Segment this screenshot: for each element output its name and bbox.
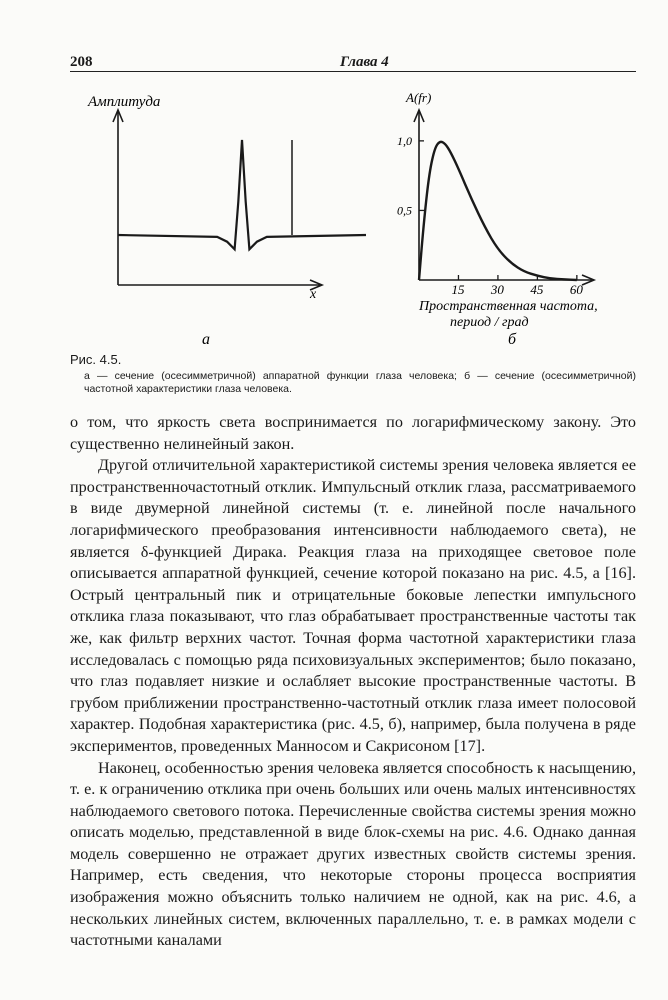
figure-caption-body: а — сечение (осесимметричной) аппаратной функции глаза человека; б — сечение (осесимметричной) частотной характеристики глаза человека. bbox=[84, 370, 636, 395]
panel-b-tag: б bbox=[508, 331, 517, 348]
page-header bbox=[70, 54, 636, 72]
panel-b-ylabel: A(fr) bbox=[406, 90, 432, 105]
panel-a-tag: а bbox=[202, 331, 210, 348]
chapter-title: Глава 4 bbox=[340, 54, 389, 70]
panel-b-xlabel-line2: период / град bbox=[450, 315, 529, 330]
paragraph-2: Другой отличительной характеристикой системы зрения человека является ее пространственночастотный отклик. Импульсный отклик глаза, рассматриваемого в виде двумерной линейной системы (т. е. линейной после начального логарифмического преобразования интенсивности наблюдаемого света), не является δ-функцией Дирака. Реакция глаза на приходящее световое поле описывается аппаратной функцией, сечение которой показано на рис. 4.5, а [16]. Острый центральный пик и отрицательные боковые лепестки импульсного отклика глаза показывают, что глаз обрабатывает пространственные частоты так же, как фильтр верхних частот. Точная форма частотной характеристики глаза исследовалась с помощью ряда психовизуальных экспериментов; было показано, что глаз подавляет низкие и ослабляет высокие пространственные частоты. В грубом приближении пространственно-частотный отклик глаза имеет полосовой характер. Подобная характеристика (рис. 4.5, б), например, была получена в ряде экспериментов, проведенных Манносом и Сакрисоном [17]. bbox=[70, 456, 636, 755]
figure-caption-label: Рис. 4.5. bbox=[70, 352, 122, 367]
panel-a-xlabel: x bbox=[310, 287, 317, 302]
paragraph-3: Наконец, особенностью зрения человека является способность к насыщению, т. е. к ограничению отклика при очень больших или очень малых интенсивностях наблюдаемого светового потока. Перечисленные свойства системы зрения можно описать моделью, представленной в виде блок-схемы на рис. 4.6. Однако данная модель совершенно не отражает других известных свойств системы зрения. Например, есть сведения, что некоторые стороны процесса восприятия изображения можно объяснить только наличием не одной, как на рис. 4.6, а нескольких линейных систем, включенных параллельно, т. е. в рамках модели с частотными каналами bbox=[70, 758, 636, 950]
body-text bbox=[70, 412, 636, 952]
x-tick-label: 15 bbox=[451, 282, 465, 297]
panel-b bbox=[397, 90, 598, 348]
x-tick-label: 30 bbox=[490, 282, 504, 297]
panel-b-response-curve bbox=[419, 142, 577, 280]
page-number: 208 bbox=[70, 54, 93, 70]
panel-a bbox=[87, 94, 366, 348]
paragraph-1: о том, что яркость света воспринимается по логарифмическому закону. Это существенно нелинейный закон. bbox=[70, 413, 636, 453]
x-tick-label: 60 bbox=[569, 282, 583, 297]
x-tick-label: 45 bbox=[530, 282, 544, 297]
header-rule bbox=[70, 71, 636, 72]
figure-caption-text bbox=[70, 370, 636, 396]
panel-a-impulse-curve bbox=[118, 140, 366, 249]
panel-a-ylabel: Амплитуда bbox=[88, 94, 161, 110]
panel-b-xlabel-line1: Пространственная частота, bbox=[419, 299, 598, 314]
figure-4-5 bbox=[70, 80, 636, 350]
y-tick-label: 0,5 bbox=[397, 203, 412, 218]
y-tick-label: 1,0 bbox=[397, 133, 412, 148]
